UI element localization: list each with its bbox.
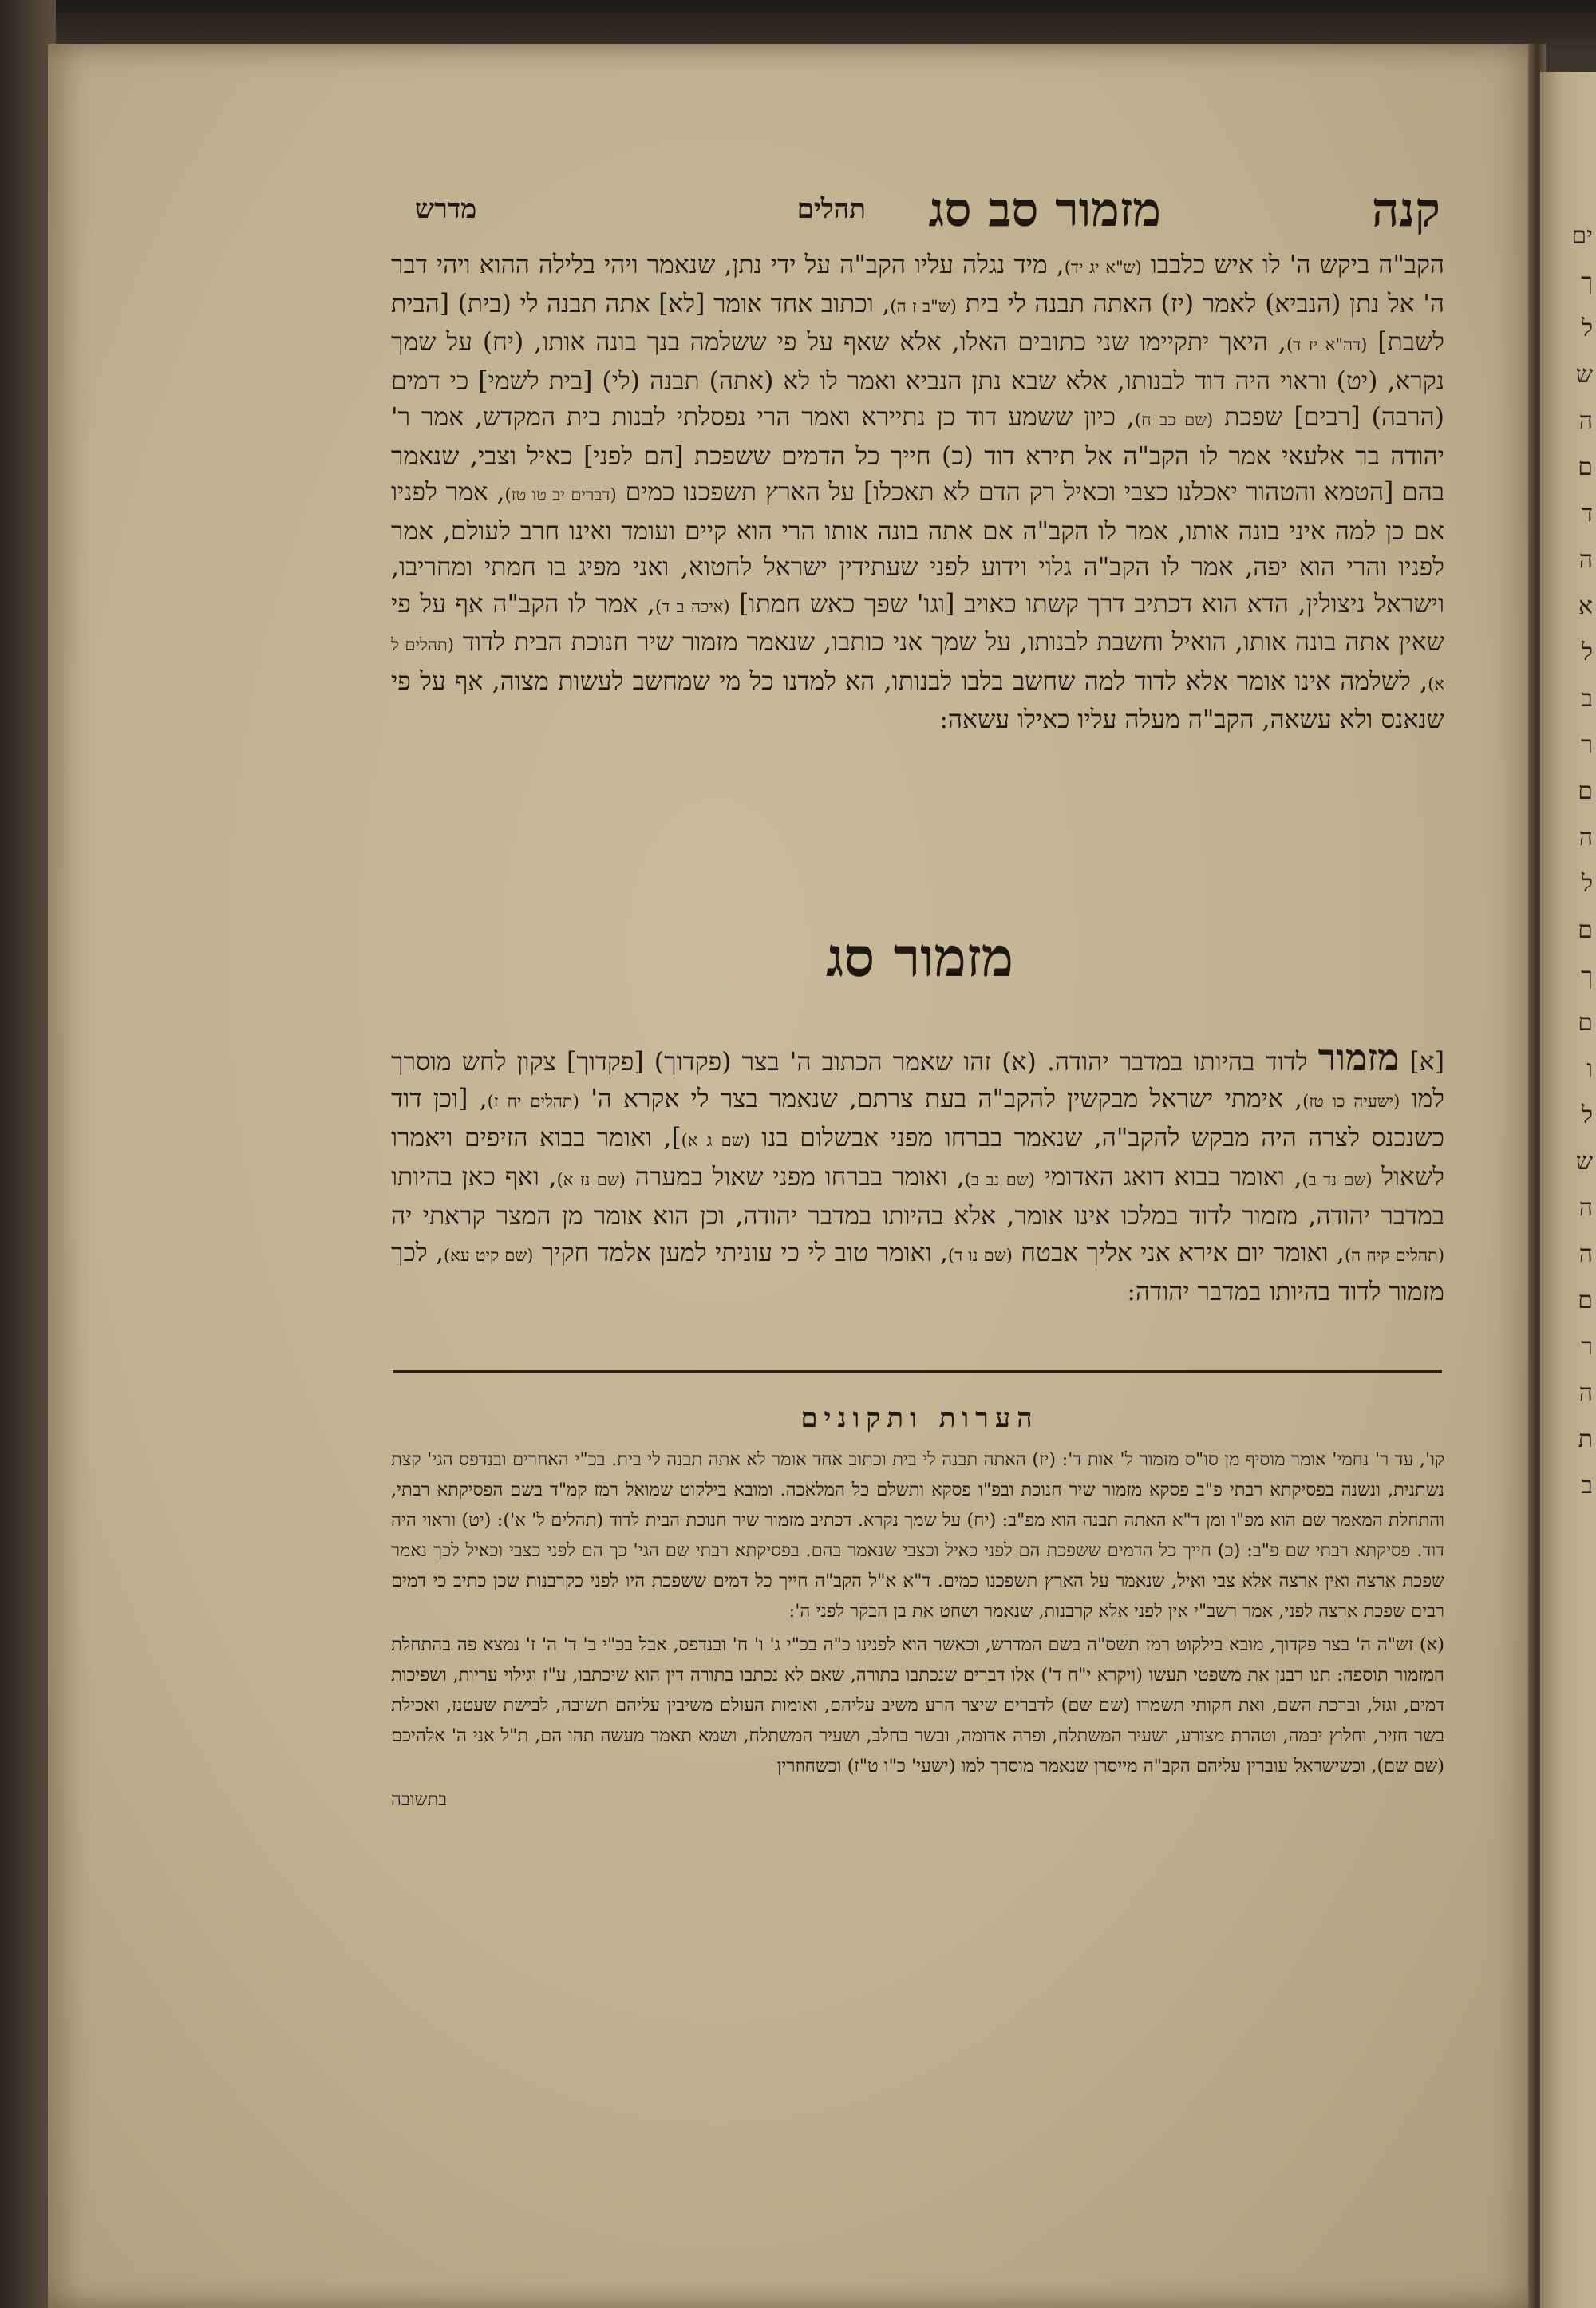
facing-page-fragment: ם	[1578, 1009, 1593, 1037]
facing-page-fragment: ל	[1581, 870, 1593, 898]
facing-page-fragment: ל	[1581, 1101, 1593, 1129]
facing-page-fragment: ת	[1578, 1425, 1593, 1453]
source-citation: (תהלים יח ז)	[487, 1091, 579, 1111]
source-citation: (שם כב ח)	[1134, 410, 1214, 429]
note-paragraph: (א) זש"ה ה' בצר פקדוך, מובא בילקוט רמז תשס"ה בשם המדרש, וכאשר הוא לפנינו כ"ה בכ"י ג' ו' ח' ובנדפס, אבל בכ"י ב' ד' ה' ז' נמצא פה בהתחלת המזמור תוספה: תנו רבנן את משפטי תעשו (ויקרא י"ח ד') אלו דברים שנכתבו בתורה, שאם לא נכתבו בתורה דין הוא שיכתבו, ע"ז וגילוי עריות, ושפיכות דמים, וגזל, וברכת השם, ואת חקותי תשמרו (שם שם) לדברים שיצר הרע משיב עליהם, ואומות העולם משיבין עליהם תשובה, לבישת שעטנז, ואכילת בשר חזיר, וחלוץ יבמה, וטהרת מצורע, ושעיר המשתלח, ופרה אדומה, ובשר בחלב, ושעיר המשתלח, ושמא תאמר מעשה תהו הם, ת"ל אני ה' אלהיכם (שם שם), וכשישראל עוברין עליהם הקב"ה מייסרן שנאמר מוסרך למו (ישעי' כ"ו ט"ז) וכשחוזרין	[391, 1634, 1445, 1776]
book-cover-top	[0, 0, 1596, 48]
note-paragraph: קו', עד ר' נחמי' אומר מוסיף מן סו"ס מזמור ל' אות ד': (יז) האתה תבנה לי בית וכתוב אחד אומר לא אתה תבנה לי בית. בכ"י האחרים ובנדפס הגי' קצת נשתנית, ונשנה בפסיקתא רבתי פ"ב פסקא מזמור שיר חנוכת ובפ"ו פסקא ותשלם כל המלאכה. ומובא בילקוט שמואל רמז קמ"ד בשם הפסיקתא רבתי, והתחלת המאמר שם הוא מפ"ו ומן ד"א האתה תבנה הוא מפ"ב: (יח) על שמך נקרא. דכתיב מזמור שיר חנוכת הבית לדוד (תהלים ל' א'): (יט) וראוי היה דוד. פסיקתא רבתי שם פ"ב: (כ) חייך כל הדמים ששפכת הם לפני כאיל וכצבי שנאמר בהם. בפסיקתא רבתי שם הגי' כך הם לפני כצבי וכאיל לכך נאמר שפכת ארצה ואין ארצה אלא צבי ואיל, שנאמר על הארץ תשפכנו כמים. ד"א א"ל הקב"ה חייך כל דמים ששפכת היו לפני כקרבנות שכן כתיב כי דמים רבים שפכת ארצה לפני, אמר רשב"י אין לפני אלא קרבנות, שנאמר ושחט את בן הבקר לפני ה':	[391, 1449, 1444, 1622]
psalm-heading: מזמור סג	[825, 926, 1014, 990]
commentary-section-2	[391, 1014, 1444, 1335]
source-citation: (שם נז א)	[556, 1169, 626, 1189]
source-citation: (דה"א יז ד)	[1286, 335, 1368, 354]
facing-page-fragment: ה	[1578, 1240, 1593, 1268]
facing-page-fragment: ה	[1578, 824, 1593, 852]
notes-section	[391, 1444, 1444, 1818]
page-number: קנה	[1371, 182, 1440, 238]
facing-page-fragment: ש	[1575, 1148, 1593, 1176]
facing-page-fragment: ם	[1578, 453, 1593, 481]
facing-page-fragment: ב	[1581, 1472, 1593, 1500]
facing-page-fragment: ד	[1581, 500, 1593, 528]
facing-page-fragment: ל	[1581, 314, 1593, 342]
lead-word: מזמור	[1317, 1035, 1400, 1079]
source-citation: (דברים יב טו טז)	[504, 485, 617, 504]
facing-page-fragment: ה	[1578, 407, 1593, 435]
facing-page-fragment: ש	[1575, 361, 1593, 389]
paragraph: [א] מזמור לדוד בהיותו במדבר יהודה. (א) זהו שאמר הכתוב ה' בצר (פקדוך) [פקדוך] צקון לחש מוסרך למו (ישעיה כו טז), אימתי ישראל מבקשין להקב"ה בעת צרתם, שנאמר בצר לי אקרא ה' (תהלים יח ז), [וכן דוד כשנכנס לצרה היה מבקש להקב"ה, שנאמר בברחו מפני אבשלום בנו (שם ג א)], ואומר בבוא הזיפים ויאמרו לשאול (שם נד ב), ואומר בבוא דואג האדומי (שם נב ב), ואומר בברחו מפני שאול במערה (שם נז א), ואף כאן בהיותו במדבר יהודה, מזמור לדוד במלכו אינו אומר, אלא בהיותו במדבר יהודה, וכן הוא אומר מן המצר קראתי יה (תהלים קיח ה), ואומר יום אירא אני אליך אבטח (שם נו ד), ואומר טוב לי כי עוניתי למען אלמד חקיך (שם קיט עא), לכך מזמור לדוד בהיותו במדבר יהודה:	[391, 1035, 1445, 1306]
facing-page-fragment: ם	[1578, 1286, 1593, 1314]
facing-page-fragment: ם	[1578, 777, 1593, 805]
source-citation: (תהלים ל א)	[391, 635, 1444, 694]
paragraph: הקב"ה ביקש ה' לו איש כלבבו (ש"א יג יד), מיד נגלה עליו הקב"ה על ידי נתן, שנאמר ויהי בלילה ההוא ויהי דבר ה' אל נתן (הנביא) לאמר (יז) האתה תבנה לי בית (ש"ב ז ה), וכתוב אחד אומר [לא] אתה תבנה לי (בית) [הבית לשבת] (דה"א יז ד), היאך יתקיימו שני כתובים האלו, אלא שאף על פי ששלמה בנך בונה אותו, (יח) על שמך נקרא, (יט) וראוי היה דוד לבנותו, אלא שבא נתן הנביא ואמר לו לא (אתה) תבנה (לי) [בית לשמי] כי דמים (הרבה) [רבים] שפכת (שם כב ח), כיון ששמע דוד כן נתיירא ואמר הרי נפסלתי לבנות בית המקדש, אמר ר' יהודה בר אלעאי אמר לו הקב"ה אל תירא דוד (כ) חייך כל הדמים ששפכת [הם לפני] כאיל וצבי, שנאמר בהם [הטמא והטהור יאכלנו כצבי וכאיל רק הדם לא תאכלו] על הארץ תשפכנו כמים (דברים יב טו טז), אמר לפניו אם כן למה איני בונה אותו, אמר לו הקב"ה אם אתה בונה אותו הרי הוא קיים ועומד ואינו חרב לעולם, אמר לפניו והרי הוא יפה, אמר לו הקב"ה גלוי וידוע לפני שעתידין ישראל לחטוא, ואני מפיג בו חמתי ומחריבו, וישראל ניצולין, הדא הוא דכתיב דרך קשתו כאויב [וגו' שפך כאש חמתו] (איכה ב ד), אמר לו הקב"ה אף על פי שאין אתה בונה אותו, הואיל וחשבת לבנותו, על שמך אני כותבו, שנאמר מזמור שיר חנוכת הבית לדוד (תהלים ל א), לשלמה אינו אומר אלא לדוד למה שחשב בלבו לבנותו, הא למדנו כל מי שמחשב לעשות מצוה, אף על פי שנאנס ולא עשאה, הקב"ה מעלה עליו כאילו עשאה:	[391, 251, 1445, 734]
facing-page-fragment: ה	[1578, 1194, 1593, 1222]
facing-page-fragment: ה	[1578, 546, 1593, 574]
book-name: תהלים	[796, 193, 866, 225]
facing-page-fragment: ל	[1581, 638, 1593, 666]
source-citation: (ישעיה כו טז)	[1302, 1091, 1400, 1111]
section-divider	[393, 1370, 1442, 1373]
facing-page-fragment: ר	[1581, 731, 1593, 759]
notes-heading: הערות ותקונים	[800, 1402, 1039, 1434]
psalm-range-title: מזמור סב סג	[928, 182, 1161, 238]
facing-page-fragment: ם	[1578, 916, 1593, 944]
facing-page-fragment: ר	[1581, 1333, 1593, 1361]
facing-page-fragment: א	[1578, 592, 1593, 620]
source-citation: (ש"ב ז ה)	[890, 296, 957, 316]
source-citation: (שם קיט עא)	[444, 1245, 534, 1265]
commentary-section-1	[391, 247, 1444, 739]
source-citation: (איכה ב ד)	[654, 596, 730, 616]
source-citation: (תהלים קיח ה)	[1344, 1245, 1445, 1265]
facing-page-edge	[1540, 72, 1596, 2308]
section-marker: [א]	[1409, 1047, 1444, 1077]
source-citation: (ש"א יג יד)	[1064, 258, 1142, 277]
source-citation: (שם נו ד)	[948, 1245, 1013, 1265]
facing-page-fragment: ה	[1578, 1379, 1593, 1407]
facing-page-fragment: ך	[1581, 962, 1593, 990]
work-name: מדרש	[415, 193, 477, 225]
source-citation: (שם נד ב)	[1302, 1169, 1373, 1189]
catchword: בתשובה	[391, 1789, 448, 1810]
facing-page-fragment: ב	[1581, 685, 1593, 713]
running-header	[399, 182, 1440, 246]
source-citation: (שם נב ב)	[964, 1169, 1035, 1189]
facing-page-fragment: ך	[1581, 268, 1593, 296]
facing-page-fragment: ים	[1571, 222, 1593, 250]
source-citation: (שם ג א)	[681, 1130, 750, 1150]
facing-page-fragment: ו	[1586, 1055, 1593, 1083]
